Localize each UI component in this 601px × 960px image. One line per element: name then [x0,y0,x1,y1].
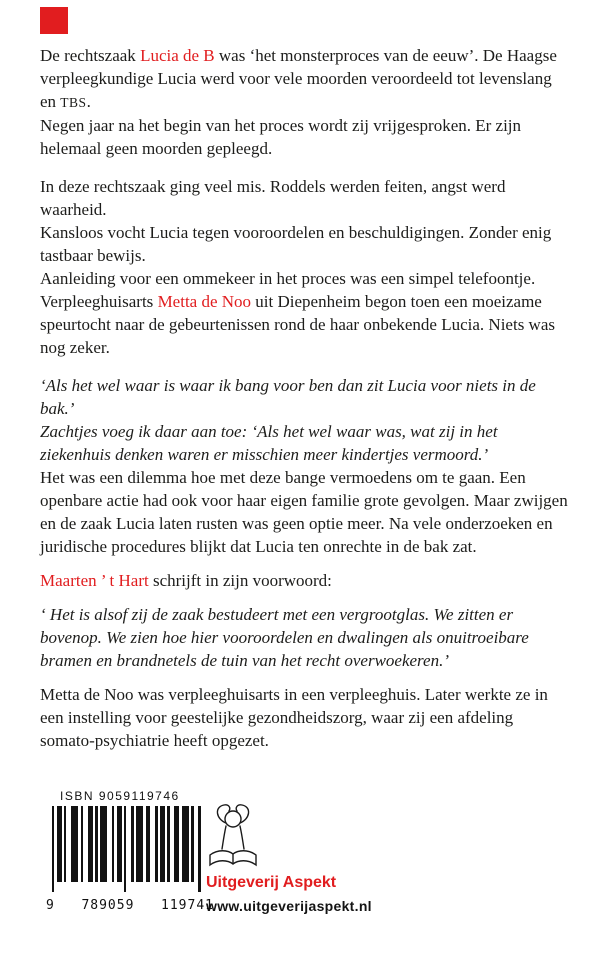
barcode-bar [95,806,97,882]
paragraph [40,466,568,558]
paragraph [40,420,568,466]
text-run: ‘ Het is alsof zij de zaak bestudeert met een vergrootglas. We zitten er bovenop. We zien hoe hier vooroordelen en dwalingen als onuitroeibare bramen en brandnetels de tuin van het recht overwoekeren.’ [40,605,529,670]
paragraph [40,175,568,221]
barcode-bar [112,806,114,882]
text-run: schrijft in zijn voorwoord: [148,571,332,590]
barcode-bar [174,806,179,882]
text-run: Negen jaar na het begin van het proces wordt zij vrijgesproken. Er zijn helemaal geen moorden gepleegd. [40,116,522,158]
text-run: Metta de Noo was verpleeghuisarts in een verpleeghuis. Later werkte ze in een instelling voor geestelijke gezondheidszorg, waar zij een afdeling somato-psychiatrie heeft opgezet. [40,685,548,750]
paragraph [40,267,568,359]
publisher-name: Uitgeverij Aspekt [206,874,337,891]
barcode-bar [167,806,169,882]
barcode-digit-lead: 9 [46,898,55,913]
text-run: . [86,92,91,111]
paragraph [40,44,568,114]
paragraph [40,221,568,267]
text-run: Het was een dilemma hoe met deze bange vermoedens om te gaan. Een openbare actie had ook voor haar eigen familie grote gevolgen. Maar zwijgen en de zaak Lucia laten rusten was geen optie meer. Na vele onderzoeken en juridische procedures blijkt dat Lucia ten onrechte in de bak zat. [40,468,568,556]
barcode-bar [191,806,193,882]
small-caps-text: TBS [60,95,87,110]
barcode [46,806,216,918]
barcode-bar [71,806,78,882]
barcode-bar [64,806,66,882]
publisher-logo-icon [200,799,266,873]
barcode-bar [155,806,157,882]
barcode-bar [52,806,54,892]
text-run: uit Diepenheim begon toen een moeizame speurtocht naar de gebeurtenissen rond de haar onbekende Lucia. Niets was nog zeker. [40,292,555,357]
text-run: Kansloos vocht Lucia tegen vooroordelen en beschuldigingen. Zonder enig tastbaar bewijs. [40,223,552,265]
barcode-bar [88,806,93,882]
text-run: Zachtjes voeg ik daar aan toe: ‘Als het wel waar was, wat zij in het ziekenhuis denken waren er misschien meer kindertjes vermoord.’ [40,422,498,464]
barcode-digit-group1: 789059 [81,898,135,913]
barcode-bars [52,806,203,892]
barcode-bar [160,806,165,882]
barcode-bar [117,806,122,882]
emphasis-red-text: Metta de Noo [157,292,252,311]
barcode-digit-group2: 119741 [161,898,214,913]
text-run: Aanleiding voor een ommekeer in het proces was een simpel telefoontje. Verpleeghuisarts [40,269,536,311]
body-text [40,44,568,752]
red-square-mark [40,7,68,34]
barcode-bar [81,806,83,882]
barcode-digits [46,898,214,913]
paragraph [40,683,568,752]
barcode-bar [124,806,126,892]
barcode-bar [131,806,133,882]
emphasis-red-text: Maarten ’ t Hart [40,571,149,590]
text-run: ‘Als het wel waar is waar ik bang voor ben dan zit Lucia voor niets in de bak.’ [40,376,536,418]
barcode-bar [100,806,107,882]
text-run: was ‘het monsterproces van de eeuw’. De Haagse verpleegkundige Lucia werd voor vele moorden veroordeeld tot levenslang en [40,46,557,111]
paragraph [40,569,568,592]
publisher-website: www.uitgeverijaspekt.nl [206,898,372,914]
text-run: De rechtszaak [40,46,141,65]
paragraph [40,114,568,160]
text-run: In deze rechtszaak ging veel mis. Roddels werden feiten, angst werd waarheid. [40,177,506,219]
barcode-bar [182,806,189,882]
barcode-bar [136,806,143,882]
isbn-label: ISBN 9059119746 [60,789,180,803]
paragraph [40,374,568,420]
barcode-bar [146,806,151,882]
emphasis-red-text: Lucia de B [140,46,215,65]
barcode-bar [57,806,62,882]
paragraph [40,603,568,672]
